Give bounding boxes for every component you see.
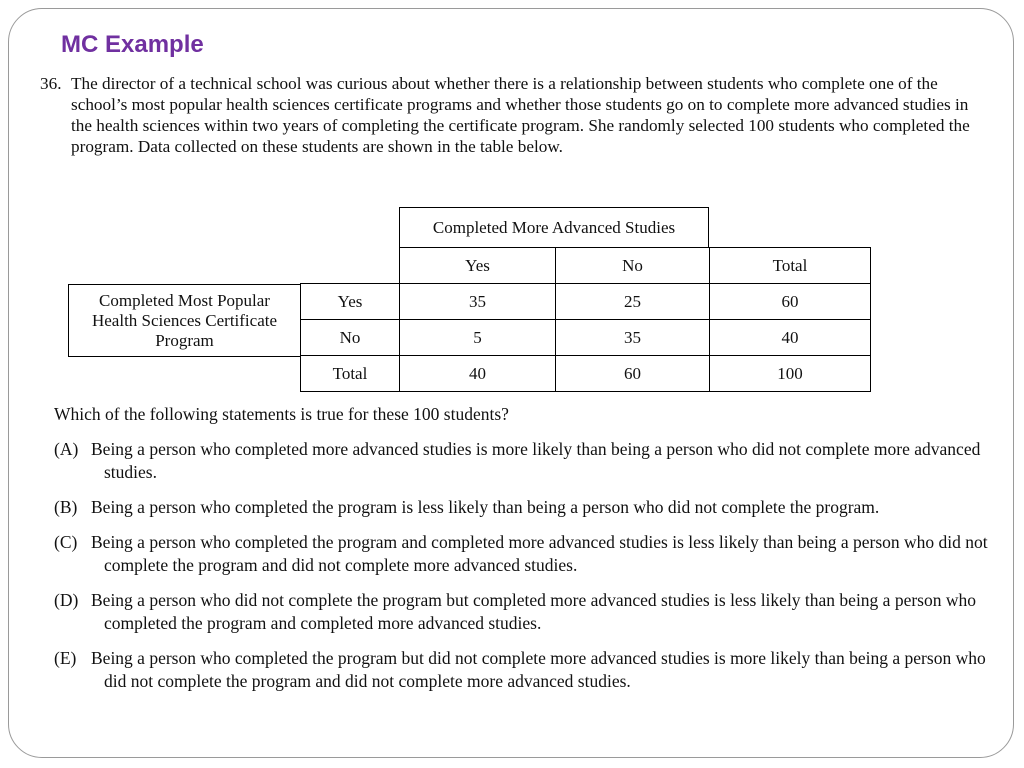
answer-option-d[interactable] [54,589,999,635]
option-letter: (C) [54,532,78,552]
row-label: No [301,320,400,356]
table-row [301,356,871,392]
table-corner-cell [301,248,400,284]
table-cell: 35 [400,284,556,320]
option-text: Being a person who completed the program is less likely than being a person who did not complete the program. [91,497,880,517]
column-header: Total [710,248,871,284]
option-letter: (A) [54,439,79,459]
option-text: Being a person who completed more advanced studies is more likely than being a person who did not complete more advanced studies. [91,439,981,482]
table-cell: 25 [556,284,710,320]
table-cell: 60 [556,356,710,392]
column-group-header: Completed More Advanced Studies [399,207,709,248]
answer-option-b[interactable] [54,496,999,519]
table-cell: 35 [556,320,710,356]
row-group-header: Completed Most Popular Health Sciences Certificate Program [68,284,301,357]
table-cell: 60 [710,284,871,320]
row-label: Total [301,356,400,392]
option-text: Being a person who did not complete the program but completed more advanced studies is less likely than being a person who completed the program and completed more advanced studies. [91,590,976,633]
column-header: Yes [400,248,556,284]
answer-options [54,438,999,705]
row-label: Yes [301,284,400,320]
answer-option-a[interactable] [54,438,999,484]
option-letter: (B) [54,497,78,517]
table-cell: 100 [710,356,871,392]
slide-title: MC Example [61,31,204,58]
table-row [301,320,871,356]
question-number: 36. [40,74,62,93]
answer-option-c[interactable] [54,531,999,577]
table-header-row [301,248,871,284]
table-cell: 40 [400,356,556,392]
table-row [301,284,871,320]
option-letter: (D) [54,590,79,610]
option-text: Being a person who completed the program but did not complete more advanced studies is more likely than being a person who did not complete the program and did not complete more advanced studies. [91,648,986,691]
column-header: No [556,248,710,284]
question-stem [40,73,970,157]
option-text: Being a person who completed the program and completed more advanced studies is less likely than being a person who did not complete the program and did not complete more advanced studies. [91,532,988,575]
answer-option-e[interactable] [54,647,999,693]
two-way-table [300,247,871,392]
table-cell: 40 [710,320,871,356]
question-text: The director of a technical school was curious about whether there is a relationship between students who complete one of the school’s most popular health sciences certificate programs and whether those students go on to complete more advanced studies in the health sciences within two years of completing the certificate program. She randomly selected 100 students who completed the program. Data collected on these students are shown in the table below. [71,74,970,156]
question-prompt: Which of the following statements is true for these 100 students? [54,404,509,424]
option-letter: (E) [54,648,77,668]
table-cell: 5 [400,320,556,356]
